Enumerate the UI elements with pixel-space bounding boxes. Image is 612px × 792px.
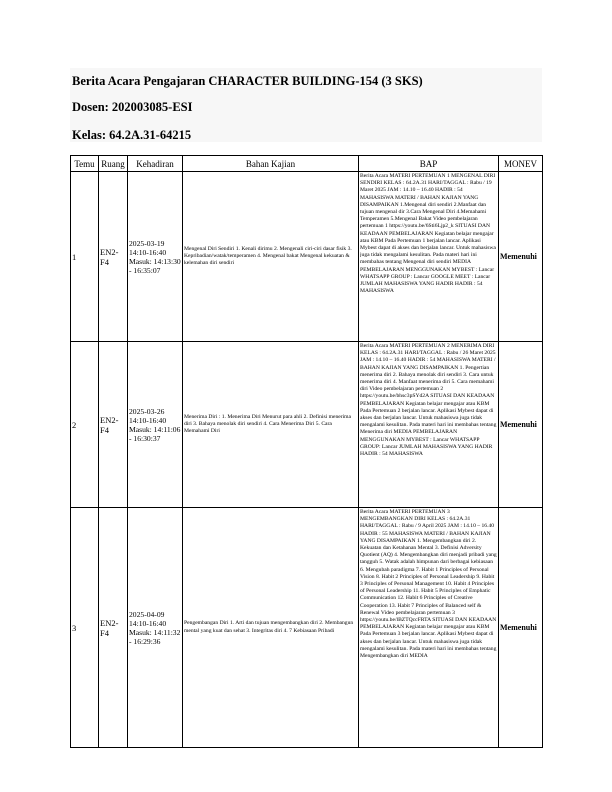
cell-monev: Memenuhi bbox=[499, 508, 543, 748]
cell-monev: Memenuhi bbox=[499, 172, 543, 342]
cell-monev: Memenuhi bbox=[499, 342, 543, 508]
class-id: Kelas: 64.2A.31-64215 bbox=[72, 128, 192, 142]
cell-bap bbox=[359, 508, 499, 748]
cell-bahan-kajian: Menerima Diri : 1. Menerima Diri Menurut para ahli 2. Definisi menerima diri 3. Bahaya menolak diri sendiri 4. Cara Menerima Diri 5. Cara Memahami Diri bbox=[183, 342, 359, 508]
cell-bahan-kajian: Pengembangan Diri 1. Arti dan tujuan mengembangkan diri 2. Membangun mental yang kuat dan sehat 3. Integritas diri 4. 7 Kebiasaan Pribadi bbox=[183, 508, 359, 748]
bap-text: Berita Acara MATERI PERTEMUAN 2 MENERIMA DIRI KELAS : 64.2A.31 HARI/TAGGAL : Rabu / 26 Maret 2025 JAM : 14.10 – 16.40 HADIR : 54 MAHASISWA MATERI / BAHAN KAJIAN YANG DISAMPAIKAN 1. Pengertian menerima diri 2. Bahaya menolak diri sendiri 3. Cara untuk menerima diri 4. Manfaat menerima diri 5. Cara memahami diri Video pembelajaran pertemuan 2 https://youtu.be/bhsc3pSYd2A SITUASI DAN KEADAAN PEMBELAJARAN Kegiatan belajar mengajar atau KBM Pada Pertemuan 2 berjalan lancar. Aplikasi Mybest dapat di akses dan berjalan lancar. Untuk mahasiswa juga tidak mengalami kesulitan. Pada materi hari ini membahas tentang Menerima diri MEDIA PEMBELAJARAN MENGGUNAKAN MYBEST : Lancar WHATSAPP GROUP: Lancar JUMLAH MAHASISWA YANG HADIR HADIR : 54 MAHASISWA bbox=[360, 343, 497, 458]
cell-bahan-kajian: Mengenal Diri Sendiri 1. Kenali dirimu 2. Mengenali ciri-ciri dasar fisik 3. Kepribadian/watak/temperamen 4. Mengenal bakat Mengenal kekuatan & kelemahan diri sendiri bbox=[183, 172, 359, 342]
cell-temu: 1 bbox=[71, 172, 99, 342]
col-kehadiran: Kehadiran bbox=[128, 156, 183, 172]
col-bap: BAP bbox=[359, 156, 499, 172]
col-temu: Temu bbox=[71, 156, 99, 172]
lecturer-id: Dosen: 202003085-ESI bbox=[72, 100, 193, 114]
table-row bbox=[71, 342, 543, 508]
table-row bbox=[71, 508, 543, 748]
cell-ruang: EN2-F4 bbox=[99, 342, 128, 508]
bap-text: Berita Acara MATERI PERTEMUAN 3 MENGEMBANGKAN DIRI KELAS : 64.2A.31 HARI/TAGGAL : Rabu / 9 April 2025 JAM : 14.10 – 16.40 HADIR : 55 MAHASISWA MATERI / BAHAN KAJIAN YANG DISAMPAIKAN 1. Mengembangkan diri 2. Kekuatan dan Ketahanan Mental 3. Definisi Adversity Quotient (AQ) 4. Mengembangkan diri menjadi pribadi yang tangguh 5. Watak adalah himpunan dari berbagai kebiasaan 6. Mengubah paradigma 7. Habit 1 Principles of Personal Vision 8. Habit 2 Principles of Personal Leadership 9. Habit 3 Principles of Personal Management 10. Habit 4 Principles of Personal Leadership 11. Habit 5 Principles of Emphatic Communication 12. Habit 6 Principles of Creative Cooperation 13. Habit 7 Principles of Balanced self & Renewal Video pembelajaran pertemuan 3 https://youtu.be/lBZTQccFRTA SITUASI DAN KEADAAN PEMBELAJARAN Kegiatan belajar mengajar atau KBM Pada Pertemuan 3 berjalan lancar. Aplikasi Mybest dapat di akses dan berjalan lancar. Untuk mahasiswa juga tidak mengalami kesulitan. Pada materi hari ini membahas tentang Mengembangkan diri MEDIA bbox=[360, 509, 497, 660]
report-title: Berita Acara Pengajaran CHARACTER BUILDING-154 (3 SKS) bbox=[72, 74, 423, 88]
col-ruang: Ruang bbox=[99, 156, 128, 172]
cell-kehadiran: 2025-04-09 14:10-16:40 Masuk: 14:11:32 - 16:29:36 bbox=[128, 508, 183, 748]
cell-ruang: EN2-F4 bbox=[99, 508, 128, 748]
cell-kehadiran: 2025-03-26 14:10-16:40 Masuk: 14:11:06 - 16:30:37 bbox=[128, 342, 183, 508]
table-header-row bbox=[71, 156, 543, 172]
report-header bbox=[70, 68, 542, 142]
cell-ruang: EN2-F4 bbox=[99, 172, 128, 342]
cell-temu: 2 bbox=[71, 342, 99, 508]
col-monev: MONEV bbox=[499, 156, 543, 172]
cell-kehadiran: 2025-03-19 14:10-16:40 Masuk: 14:13:30 - 16:35:07 bbox=[128, 172, 183, 342]
cell-temu: 3 bbox=[71, 508, 99, 748]
bap-text: Berita Acara MATERI PERTEMUAN 1 MENGENAL DIRI SENDIRI KELAS : 64.2A.31 HARI/TAGGAL : Rabu / 19 Maret 2025 JAM : 14.10 – 16.40 HADIR : 54 MAHASISWA MATERI / BAHAN KAJIAN YANG DISAMPAIKAN 1.Mengenal diri sendiri 2.Manfaat dan tujuan mengenal dir 3.Cara Mengenal Diri 4.Memahami Temperamen 5.Mengenal Bakat Video pembelajaran pertemuan 1 https://youtu.be/6Sti6Ljp2_k SITUASI DAN KEADAAN PEMBELAJARAN Kegiatan belajar mengajar atau KBM Pada Pertemuan 1 berjalan lancar. Aplikasi Mybest dapat di akses dan berjalan lancar. Untuk mahasiswa juga tidak mengalami kesulitan. Pada materi hari ini membahas tentang Mengenal diri sendiri MEDIA PEMBELAJARAN MENGGUNAKAN MYBEST : Lancar WHATSAPP GROUP : Lancar GOOGLE MEET : Lancar JUMLAH MAHASISWA YANG HADIR HADIR : 54 MAHASISWA bbox=[360, 173, 496, 295]
cell-bap bbox=[359, 342, 499, 508]
teaching-record-table bbox=[70, 155, 543, 748]
col-bahan-kajian: Bahan Kajian bbox=[183, 156, 359, 172]
cell-bap bbox=[359, 172, 499, 342]
table-row bbox=[71, 172, 543, 342]
